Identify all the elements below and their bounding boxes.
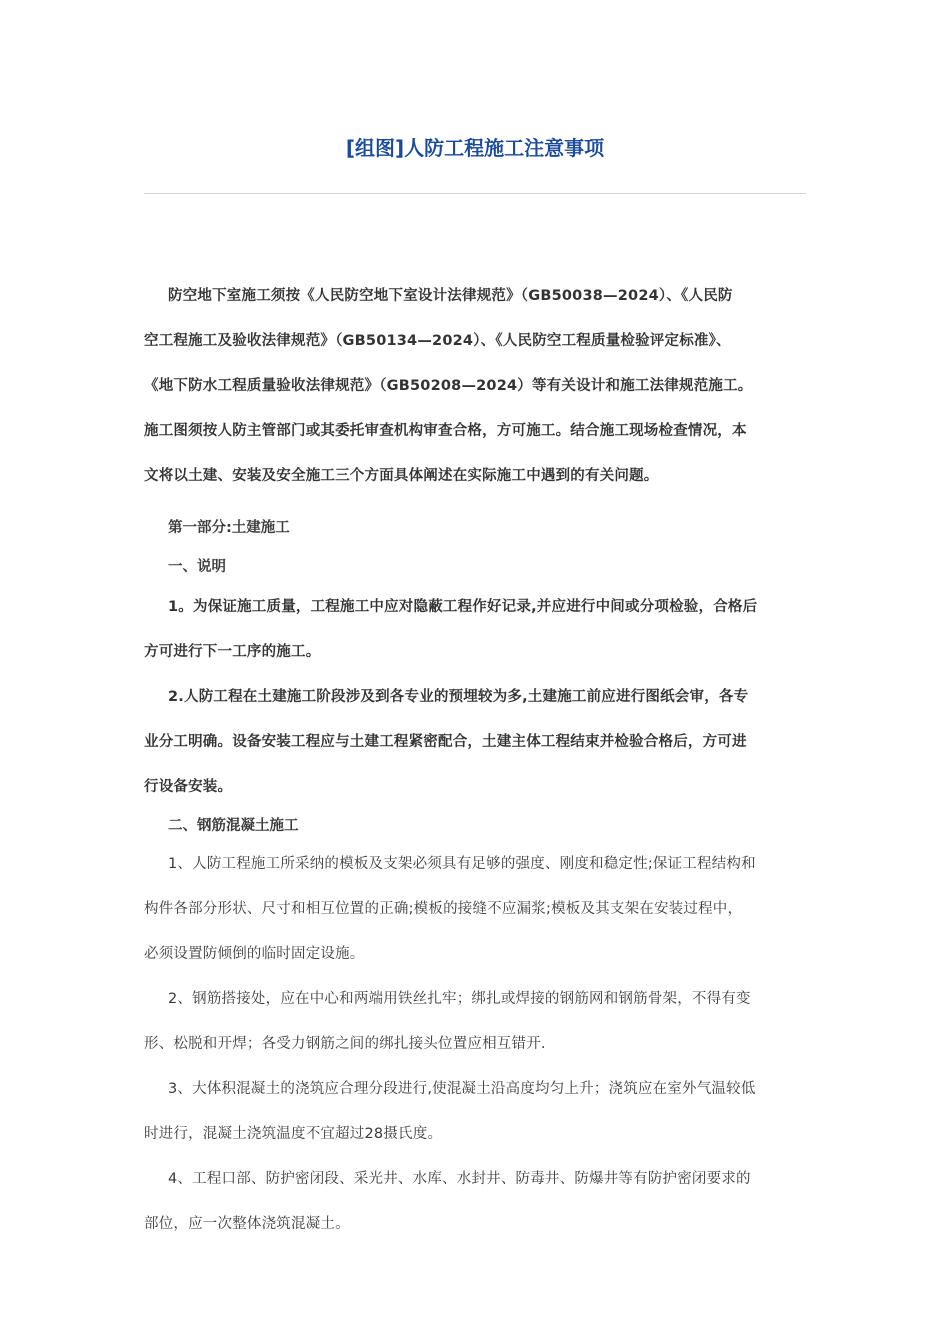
document-body [144, 274, 807, 1247]
section1-item-2: 2.人防工程在土建施工阶段涉及到各专业的预埋较为多,土建施工前应进行图纸会审，各专 业分工明确。设备安装工程应与土建工程紧密配合，土建主体工程结束并检验合格后，方可进 行设备安装。 [144, 689, 749, 795]
section2-item-3: 3、大体积混凝土的浇筑应合理分段进行,使混凝土沿高度均匀上升；浇筑应在室外气温较低 时进行，混凝土浇筑温度不宜超过28摄氏度。 [144, 1081, 756, 1142]
section2-item-4: 4、工程口部、防护密闭段、采光井、水库、水封井、防毒井、防爆井等有防护密闭要求的 部位，应一次整体浇筑混凝土。 [144, 1171, 751, 1232]
section1-item-1: 1。为保证施工质量，工程施工中应对隐蔽工程作好记录,并应进行中间或分项检验，合格后 方可进行下一工序的施工。 [144, 599, 758, 660]
intro-paragraph: 防空地下室施工须按《人民防空地下室设计法律规范》（GB50038—2024）、《人民防 空工程施工及验收法律规范》（GB50134—2024）、《人民防空工程质量检验评定标准》、 《地下防水工程质量验收法律规范》（GB50208—2024）等有关设计和施工法律规范施工。 施工图须按人防主管部门或其委托审查机构审查合格，方可施工。结合施工现场检查情况，本 文将以土建、安装及安全施工三个方面具体阐述在实际施工中遇到的有关问题。 [144, 288, 753, 484]
section2-item-2: 2、钢筋搭接处，应在中心和两端用铁丝扎牢；绑扎或焊接的钢筋网和钢筋骨架，不得有变 形、松脱和开焊；各受力钢筋之间的绑扎接头位置应相互错开. [144, 991, 751, 1052]
section-heading-2: 二、钢筋混凝土施工 [168, 818, 299, 834]
section2-item-1: 1、人防工程施工所采纳的模板及支架必须具有足够的强度、刚度和稳定性;保证工程结构和 构件各部分形状、尺寸和相互位置的正确;模板的接缝不应漏浆;模板及其支架在安装过程中， 必须设置防倾倒的临时固定设施。 [144, 856, 756, 962]
document-title: [组图]人防工程施工注意事项 [345, 136, 605, 160]
title-divider [144, 193, 806, 194]
section-heading-1: 一、说明 [168, 559, 226, 575]
part-heading: 第一部分:土建施工 [168, 520, 290, 536]
